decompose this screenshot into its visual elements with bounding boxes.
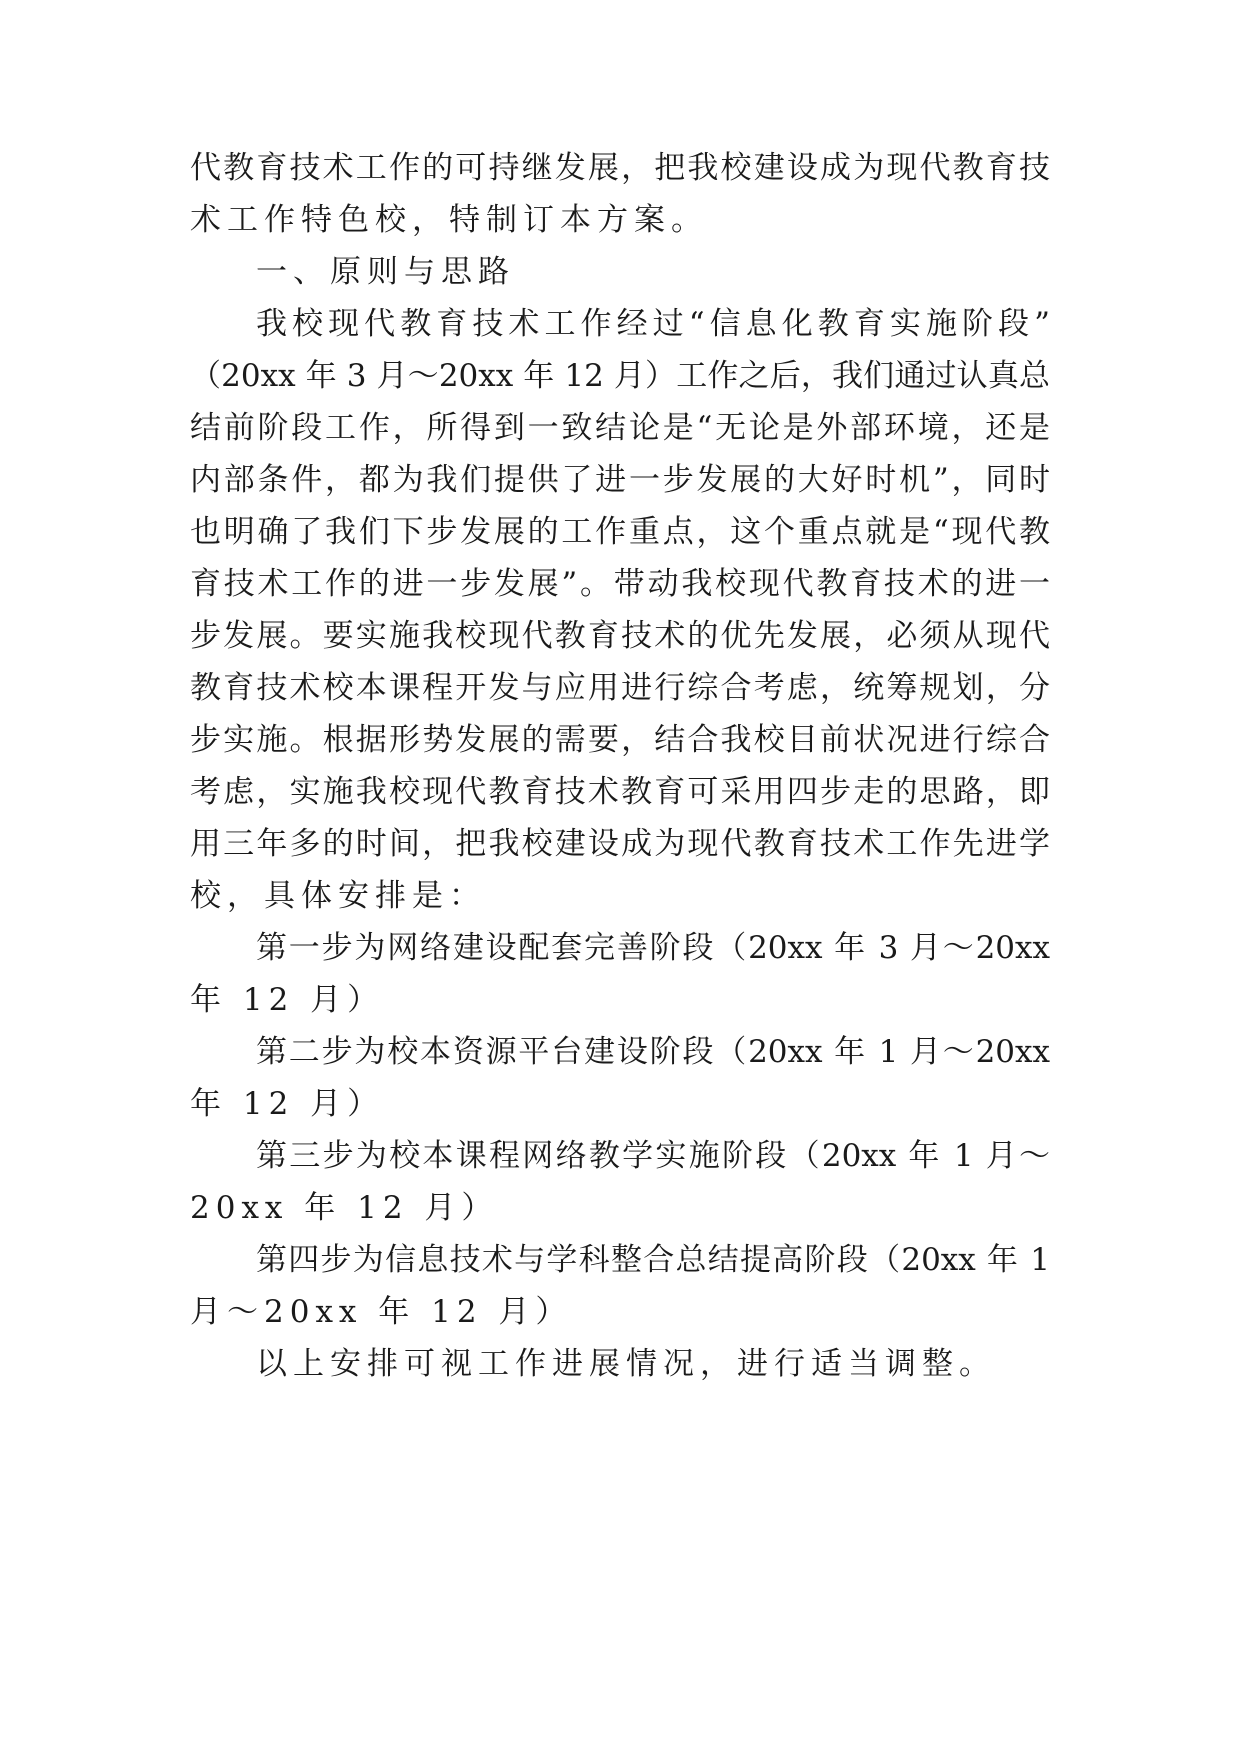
text-line: （20xx 年 3 月～20xx 年 12 月）工作之后，我们通过认真总 bbox=[190, 358, 1050, 394]
text-line: 20xx 年 12 月） bbox=[190, 1190, 499, 1226]
text-line: 教育技术校本课程开发与应用进行综合考虑，统筹规划，分 bbox=[190, 670, 1050, 706]
section-heading: 一、原则与思路 bbox=[256, 254, 515, 290]
text-line: 育技术工作的进一步发展”。带动我校现代教育技术的进一 bbox=[190, 566, 1050, 602]
text-line: 第一步为网络建设配套完善阶段（20xx 年 3 月～20xx bbox=[256, 930, 1050, 966]
text-line: 第二步为校本资源平台建设阶段（20xx 年 1 月～20xx bbox=[256, 1034, 1050, 1070]
text-line: 月～20xx 年 12 月） bbox=[190, 1294, 573, 1330]
text-line: 步发展。要实施我校现代教育技术的优先发展，必须从现代 bbox=[190, 618, 1050, 654]
text-line: 年 12 月） bbox=[190, 982, 385, 1018]
text-line: 年 12 月） bbox=[190, 1086, 385, 1122]
text-line: 用三年多的时间，把我校建设成为现代教育技术工作先进学 bbox=[190, 826, 1050, 862]
text-line: 结前阶段工作，所得到一致结论是“无论是外部环境，还是 bbox=[190, 410, 1050, 446]
text-line: 第三步为校本课程网络教学实施阶段（20xx 年 1 月～ bbox=[256, 1138, 1050, 1174]
text-line: 以上安排可视工作进展情况，进行适当调整。 bbox=[256, 1346, 996, 1382]
text-line: 校，具体安排是： bbox=[190, 878, 486, 914]
text-line: 步实施。根据形势发展的需要，结合我校目前状况进行综合 bbox=[190, 722, 1050, 758]
text-line: 也明确了我们下步发展的工作重点，这个重点就是“现代教 bbox=[190, 514, 1050, 550]
text-line: 第四步为信息技术与学科整合总结提高阶段（20xx 年 1 bbox=[256, 1242, 1050, 1278]
text-line: 代教育技术工作的可持继发展，把我校建设成为现代教育技 bbox=[190, 150, 1050, 186]
text-line: 术工作特色校，特制订本方案。 bbox=[190, 202, 708, 238]
text-line: 考虑，实施我校现代教育技术教育可采用四步走的思路，即 bbox=[190, 774, 1050, 810]
text-line: 我校现代教育技术工作经过“信息化教育实施阶段” bbox=[256, 306, 1050, 342]
text-line: 内部条件，都为我们提供了进一步发展的大好时机”，同时 bbox=[190, 462, 1050, 498]
